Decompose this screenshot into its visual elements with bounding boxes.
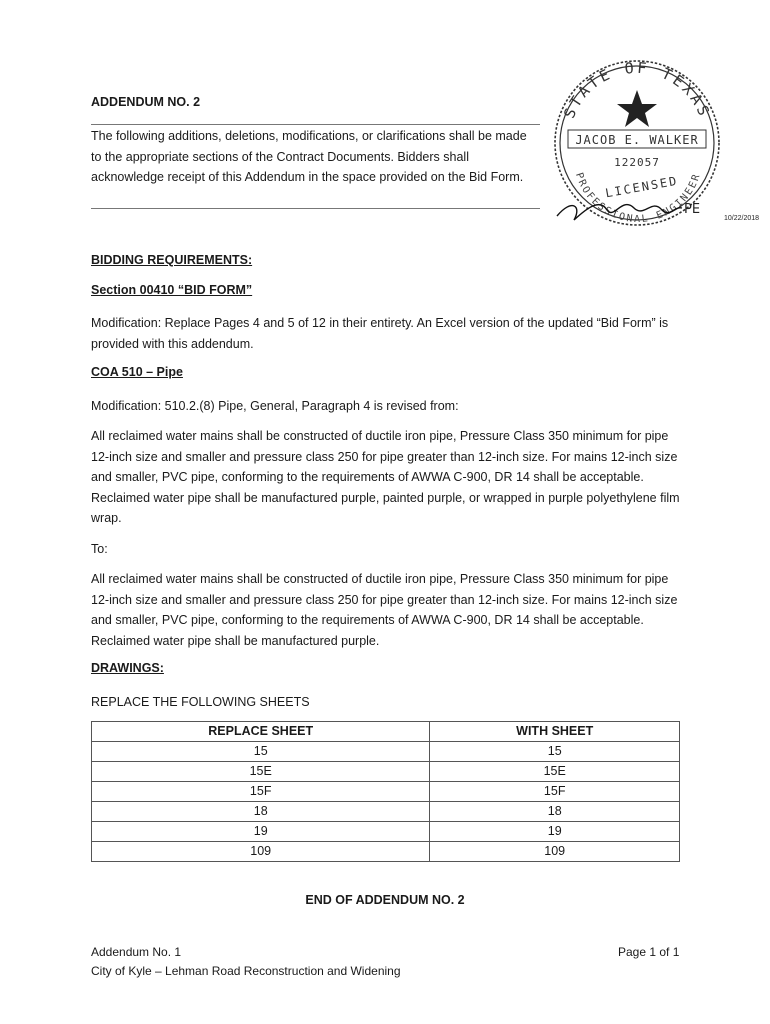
addendum-title: ADDENDUM NO. 2 xyxy=(91,95,201,109)
section-00410-text: Modification: Replace Pages 4 and 5 of 12 in their entirety. An Excel version of the updated “Bid Form” is provided with this addendum. xyxy=(91,316,669,351)
with-sheet-cell: 19 xyxy=(430,822,680,842)
to-label: To: xyxy=(91,542,108,556)
table-row xyxy=(92,802,680,822)
footer-project-name: City of Kyle – Lehman Road Reconstruction and Widening xyxy=(91,964,401,978)
divider-top xyxy=(91,124,540,125)
drawings-heading: DRAWINGS: xyxy=(91,661,164,675)
column-header-replace: REPLACE SHEET xyxy=(92,722,430,742)
bidding-requirements-heading: BIDDING REQUIREMENTS: xyxy=(91,253,253,267)
with-sheet-cell: 15E xyxy=(430,762,680,782)
table-row xyxy=(92,842,680,862)
replace-sheets-table xyxy=(91,721,680,862)
table-row xyxy=(92,762,680,782)
with-sheet-cell: 15 xyxy=(430,742,680,762)
replace-sheet-cell: 109 xyxy=(92,842,430,862)
with-sheet-cell: 109 xyxy=(430,842,680,862)
signature-pe: PE xyxy=(684,202,701,217)
replace-sheet-cell: 15F xyxy=(92,782,430,802)
table-row xyxy=(92,782,680,802)
revised-to-text: All reclaimed water mains shall be constructed of ductile iron pipe, Pressure Class 350 minimum for pipe 12-inch size and smaller and pressure class 250 for pipe greater than 12-inch size. For mains 12-inch size and smaller, PVC pipe, conforming to the requirements of AWWA C-900, DR 14 shall be acceptable. Reclaimed water pipe shall be manufactured purple. xyxy=(91,572,678,648)
coa-510-modification: Modification: 510.2.(8) Pipe, General, Paragraph 4 is revised from: xyxy=(91,399,459,413)
footer-page-number: Page 1 of 1 xyxy=(618,945,680,959)
replace-sheet-cell: 19 xyxy=(92,822,430,842)
seal-licensed-text: LICENSED xyxy=(604,173,680,201)
seal-engineer-name: JACOB E. WALKER xyxy=(575,133,699,147)
coa-510-heading: COA 510 – Pipe xyxy=(91,365,183,379)
table-header-row xyxy=(92,722,680,742)
end-of-addendum: END OF ADDENDUM NO. 2 xyxy=(305,893,465,907)
table-row xyxy=(92,742,680,762)
column-header-with: WITH SHEET xyxy=(430,722,680,742)
table-row xyxy=(92,822,680,842)
intro-paragraph: The following additions, deletions, modifications, or clarifications shall be made to the appropriate sections of the Contract Documents. Bidders shall acknowledge receipt of this Addendum in the space provided on the Bid Form. xyxy=(91,129,527,185)
replace-sheet-cell: 15E xyxy=(92,762,430,782)
footer-addendum-number: Addendum No. 1 xyxy=(91,945,182,959)
seal-date: 10/22/2018 xyxy=(724,215,760,222)
star-icon xyxy=(617,90,657,127)
drawings-subheading: REPLACE THE FOLLOWING SHEETS xyxy=(91,695,310,709)
revised-from-text: All reclaimed water mains shall be constructed of ductile iron pipe, Pressure Class 350 minimum for pipe 12-inch size and smaller and pressure class 250 for pipe greater than 12-inch size. For mains 12-inch size and smaller, PVC pipe, conforming to the requirements of AWWA C-900, DR 14 shall be acceptable. Reclaimed water pipe shall be manufactured purple, painted purple, or wrapped in purple polyethylene film wrap. xyxy=(91,429,680,526)
section-00410-heading: Section 00410 “BID FORM” xyxy=(91,283,253,297)
seal-professional-text: PROFESSIONAL ENGINEER xyxy=(573,171,703,226)
divider-bottom xyxy=(91,208,540,209)
replace-sheet-cell: 15 xyxy=(92,742,430,762)
engineer-seal xyxy=(552,58,722,233)
replace-sheet-cell: 18 xyxy=(92,802,430,822)
seal-license-number: 122057 xyxy=(614,156,660,169)
seal-state-text: STATE OF TEXAS xyxy=(560,58,714,121)
with-sheet-cell: 15F xyxy=(430,782,680,802)
with-sheet-cell: 18 xyxy=(430,802,680,822)
